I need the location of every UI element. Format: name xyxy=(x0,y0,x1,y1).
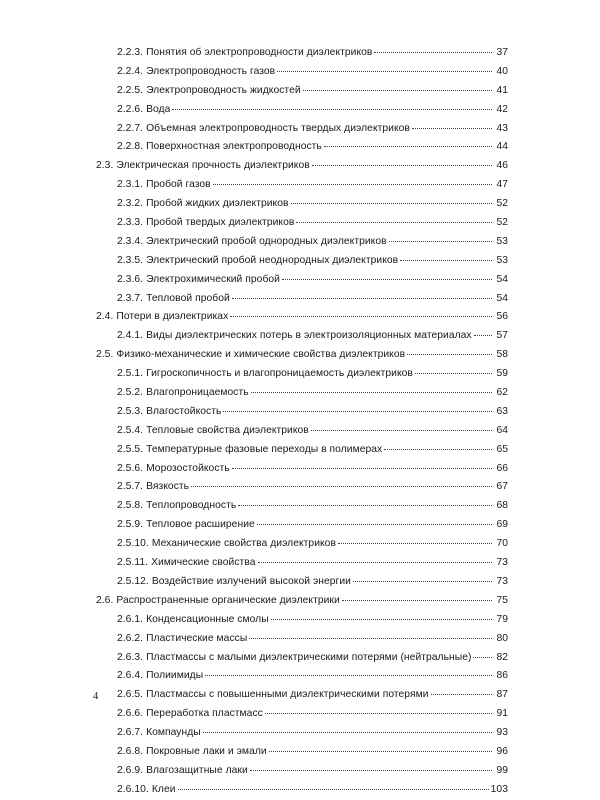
toc-entry-title: Распространенные органические диэлектрики xyxy=(116,594,340,606)
toc-entry-title: Химические свойства xyxy=(151,557,256,569)
toc-entry xyxy=(96,649,508,668)
toc-entry xyxy=(96,441,508,460)
toc-dot-leader xyxy=(251,392,492,393)
toc-entry-number: 2.3.4. xyxy=(117,235,144,247)
toc-entry-page: 82 xyxy=(496,651,508,663)
toc-dot-leader xyxy=(431,694,492,695)
toc-entry-page: 75 xyxy=(496,594,508,606)
toc-entry-page: 73 xyxy=(496,557,508,569)
toc-entry xyxy=(96,63,508,82)
toc-entry-title: Электрический пробой неоднородных диэлектриков xyxy=(146,254,399,266)
toc-dot-leader xyxy=(353,581,492,582)
toc-entry-number: 2.5.8. xyxy=(117,500,144,512)
toc-entry-title: Вязкость xyxy=(146,481,190,493)
toc-entry-number: 2.3.3. xyxy=(117,217,144,229)
toc-dot-leader xyxy=(312,165,492,166)
toc-entry-page: 37 xyxy=(496,47,508,58)
toc-entry-title: Влагопроницаемость xyxy=(146,387,249,399)
toc-entry xyxy=(96,290,508,309)
toc-dot-leader xyxy=(282,279,492,280)
toc-entry xyxy=(96,781,508,800)
toc-entry-number: 2.3.2. xyxy=(117,198,144,210)
toc-entry-number: 2.6.5. xyxy=(117,689,144,701)
toc-entry-page: 53 xyxy=(496,235,508,247)
toc-entry-page: 63 xyxy=(496,405,508,417)
toc-entry xyxy=(96,497,508,516)
toc-entry-title: Покровные лаки и эмали xyxy=(146,745,267,757)
toc-entry-page: 79 xyxy=(496,613,508,625)
toc-entry xyxy=(96,252,508,271)
toc-entry-number: 2.6. xyxy=(96,594,114,606)
toc-entry-title: Потери в диэлектриках xyxy=(116,311,229,323)
toc-dot-leader xyxy=(265,713,492,714)
toc-entry-page: 43 xyxy=(496,122,508,134)
toc-dot-leader xyxy=(172,109,492,110)
toc-entry-page: 64 xyxy=(496,424,508,436)
toc-entry-page: 46 xyxy=(496,160,508,172)
toc-dot-leader xyxy=(400,260,492,261)
toc-entry-title: Виды диэлектрических потерь в электроизоляционных материалах xyxy=(146,330,472,342)
toc-entry xyxy=(96,308,508,327)
toc-entry-title: Электропроводность жидкостей xyxy=(146,84,301,96)
toc-entry-title: Электропроводность газов xyxy=(146,65,276,77)
toc-entry-number: 2.2.6. xyxy=(117,103,144,115)
toc-entry-number: 2.5.5. xyxy=(117,443,144,455)
toc-dot-leader xyxy=(407,354,492,355)
toc-dot-leader xyxy=(238,505,492,506)
toc-dot-leader xyxy=(250,770,492,771)
toc-entry-page: 52 xyxy=(496,198,508,210)
toc-entry xyxy=(96,422,508,441)
toc-entry-number: 2.6.6. xyxy=(117,708,144,720)
toc-entry-number: 2.5.3. xyxy=(117,405,144,417)
toc-entry-page: 70 xyxy=(496,538,508,550)
toc-entry-page: 65 xyxy=(496,443,508,455)
toc-dot-leader xyxy=(203,732,492,733)
toc-entry xyxy=(96,346,508,365)
toc-dot-leader xyxy=(342,600,492,601)
toc-entry-number: 2.5.4. xyxy=(117,424,144,436)
toc-entry-number: 2.5.6. xyxy=(117,462,144,474)
toc-entry-number: 2.2.5. xyxy=(117,84,144,96)
toc-entry-page: 47 xyxy=(496,179,508,191)
toc-entry-title: Пробой твердых диэлектриков xyxy=(146,217,295,229)
toc-entry-page: 69 xyxy=(496,519,508,531)
toc-entry-number: 2.2.7. xyxy=(117,122,144,134)
toc-dot-leader xyxy=(473,657,492,658)
toc-entry-title: Пластические массы xyxy=(146,632,248,644)
toc-entry xyxy=(96,630,508,649)
toc-entry xyxy=(96,724,508,743)
toc-entry-number: 2.5.9. xyxy=(117,519,144,531)
toc-entry-title: Клеи xyxy=(151,783,176,795)
toc-entry-number: 2.5.1. xyxy=(117,368,144,380)
toc-entry xyxy=(96,233,508,252)
toc-entry-number: 2.6.9. xyxy=(117,764,144,776)
toc-entry xyxy=(96,705,508,724)
toc-entry-page: 58 xyxy=(496,349,508,361)
toc-entry-number: 2.6.3. xyxy=(117,651,144,663)
toc-entry-title: Морозостойкость xyxy=(146,462,230,474)
toc-entry xyxy=(96,214,508,233)
toc-dot-leader xyxy=(213,184,492,185)
toc-entry-number: 2.2.4. xyxy=(117,65,144,77)
toc-entry-title: Теплопроводность xyxy=(146,500,237,512)
toc-entry-number: 2.5. xyxy=(96,349,114,361)
toc-dot-leader xyxy=(324,146,492,147)
toc-dot-leader xyxy=(230,316,492,317)
toc-entry-number: 2.6.4. xyxy=(117,670,144,682)
toc-entry xyxy=(96,82,508,101)
toc-dot-leader xyxy=(257,524,492,525)
toc-entry xyxy=(96,460,508,479)
toc-entry xyxy=(96,403,508,422)
toc-entry-title: Влагозащитные лаки xyxy=(146,764,248,776)
toc-entry-number: 2.4. xyxy=(96,311,114,323)
toc-entry-title: Конденсационные смолы xyxy=(146,613,269,625)
toc-entry xyxy=(96,611,508,630)
toc-entry xyxy=(96,384,508,403)
toc-entry-number: 2.5.2. xyxy=(117,387,144,399)
table-of-contents xyxy=(96,44,508,800)
toc-entry-number: 2.5.11. xyxy=(117,557,149,569)
toc-dot-leader xyxy=(384,449,492,450)
toc-dot-leader xyxy=(303,90,492,91)
toc-entry xyxy=(96,535,508,554)
toc-entry-title: Воздействие излучений высокой энергии xyxy=(151,575,351,587)
toc-entry-page: 40 xyxy=(496,65,508,77)
toc-dot-leader xyxy=(474,335,492,336)
toc-entry-page: 42 xyxy=(496,103,508,115)
toc-entry-page: 87 xyxy=(496,689,508,701)
toc-entry-title: Поверхностная электропроводность xyxy=(146,141,322,153)
toc-entry-page: 96 xyxy=(496,745,508,757)
toc-entry-title: Полиимиды xyxy=(146,670,204,682)
toc-entry xyxy=(96,327,508,346)
toc-entry-page: 93 xyxy=(496,727,508,739)
toc-entry xyxy=(96,573,508,592)
toc-entry-title: Электрохимический пробой xyxy=(146,273,280,285)
toc-entry-page: 73 xyxy=(496,575,508,587)
toc-entry-title: Тепловое расширение xyxy=(146,519,255,531)
toc-entry-number: 2.5.12. xyxy=(117,575,149,587)
toc-entry-number: 2.5.7. xyxy=(117,481,144,493)
toc-entry-page: 66 xyxy=(496,462,508,474)
toc-entry xyxy=(96,44,508,63)
toc-dot-leader xyxy=(205,675,492,676)
toc-entry-page: 68 xyxy=(496,500,508,512)
toc-entry xyxy=(96,762,508,781)
toc-entry-title: Температурные фазовые переходы в полимерах xyxy=(146,443,383,455)
toc-entry-number: 2.3. xyxy=(96,160,114,172)
toc-entry-title: Компаунды xyxy=(146,727,201,739)
toc-entry-number: 2.4.1. xyxy=(117,330,144,342)
toc-dot-leader xyxy=(232,298,492,299)
toc-dot-leader xyxy=(178,789,489,790)
toc-entry-number: 2.6.8. xyxy=(117,745,144,757)
toc-entry-title: Пробой жидких диэлектриков xyxy=(146,198,289,210)
toc-entry-page: 57 xyxy=(496,330,508,342)
toc-entry xyxy=(96,176,508,195)
toc-entry-page: 53 xyxy=(496,254,508,266)
toc-entry xyxy=(96,667,508,686)
toc-entry-number: 2.3.1. xyxy=(117,179,144,191)
toc-dot-leader xyxy=(223,411,492,412)
toc-dot-leader xyxy=(338,543,492,544)
toc-entry-number: 2.6.7. xyxy=(117,727,144,739)
toc-entry xyxy=(96,686,508,705)
toc-entry-page: 44 xyxy=(496,141,508,153)
toc-entry-page: 91 xyxy=(496,708,508,720)
toc-entry-page: 80 xyxy=(496,632,508,644)
toc-entry xyxy=(96,365,508,384)
toc-dot-leader xyxy=(389,241,492,242)
page-number: 4 xyxy=(93,691,99,702)
toc-entry xyxy=(96,101,508,120)
toc-entry-page: 67 xyxy=(496,481,508,493)
toc-dot-leader xyxy=(258,562,493,563)
toc-entry xyxy=(96,478,508,497)
toc-dot-leader xyxy=(296,222,492,223)
toc-entry-page: 62 xyxy=(496,387,508,399)
toc-entry-page: 41 xyxy=(496,84,508,96)
toc-entry-number: 2.5.10. xyxy=(117,538,149,550)
toc-entry-title: Тепловые свойства диэлектриков xyxy=(146,424,309,436)
toc-entry-number: 2.2.3. xyxy=(117,47,144,58)
toc-entry-page: 59 xyxy=(496,368,508,380)
toc-entry-page: 52 xyxy=(496,217,508,229)
toc-entry xyxy=(96,157,508,176)
toc-dot-leader xyxy=(412,128,492,129)
toc-entry-title: Влагостойкость xyxy=(146,405,222,417)
toc-entry xyxy=(96,554,508,573)
toc-dot-leader xyxy=(374,52,492,53)
toc-entry-title: Переработка пластмасс xyxy=(146,708,263,720)
toc-entry-page: 56 xyxy=(496,311,508,323)
toc-entry-title: Гигроскопичность и влагопроницаемость диэлектриков xyxy=(146,368,413,380)
toc-entry-title: Физико-механические и химические свойства диэлектриков xyxy=(116,349,406,361)
toc-entry xyxy=(96,138,508,157)
toc-entry-page: 103 xyxy=(490,783,508,795)
toc-entry-title: Понятия об электропроводности диэлектриков xyxy=(146,47,373,58)
toc-entry xyxy=(96,271,508,290)
toc-entry xyxy=(96,516,508,535)
toc-dot-leader xyxy=(249,638,492,639)
toc-entry-page: 86 xyxy=(496,670,508,682)
toc-dot-leader xyxy=(232,468,492,469)
toc-entry-page: 99 xyxy=(496,764,508,776)
toc-entry-title: Пластмассы с малыми диэлектрическими потерями (нейтральные) xyxy=(146,651,472,663)
toc-entry-number: 2.6.1. xyxy=(117,613,144,625)
toc-entry-page: 54 xyxy=(496,292,508,304)
toc-entry-number: 2.3.7. xyxy=(117,292,144,304)
toc-entry-title: Электрический пробой однородных диэлектриков xyxy=(146,235,387,247)
toc-entry xyxy=(96,120,508,139)
toc-dot-leader xyxy=(277,71,492,72)
toc-entry-number: 2.3.6. xyxy=(117,273,144,285)
toc-dot-leader xyxy=(191,486,492,487)
toc-entry-number: 2.3.5. xyxy=(117,254,144,266)
toc-entry xyxy=(96,743,508,762)
toc-entry-number: 2.2.8. xyxy=(117,141,144,153)
toc-entry-title: Объемная электропроводность твердых диэлектриков xyxy=(146,122,410,134)
toc-dot-leader xyxy=(271,619,492,620)
toc-entry-number: 2.6.10. xyxy=(117,783,149,795)
toc-entry xyxy=(96,195,508,214)
toc-dot-leader xyxy=(311,430,492,431)
toc-dot-leader xyxy=(291,203,492,204)
toc-entry-title: Пластмассы с повышенными диэлектрическими потерями xyxy=(146,689,429,701)
toc-entry-title: Электрическая прочность диэлектриков xyxy=(116,160,310,172)
toc-dot-leader xyxy=(269,751,492,752)
toc-entry xyxy=(96,592,508,611)
toc-entry-title: Пробой газов xyxy=(146,179,211,191)
toc-dot-leader xyxy=(415,373,492,374)
toc-entry-number: 2.6.2. xyxy=(117,632,144,644)
toc-entry-page: 54 xyxy=(496,273,508,285)
toc-entry-title: Вода xyxy=(146,103,171,115)
toc-entry-title: Механические свойства диэлектриков xyxy=(151,538,336,550)
toc-entry-title: Тепловой пробой xyxy=(146,292,230,304)
